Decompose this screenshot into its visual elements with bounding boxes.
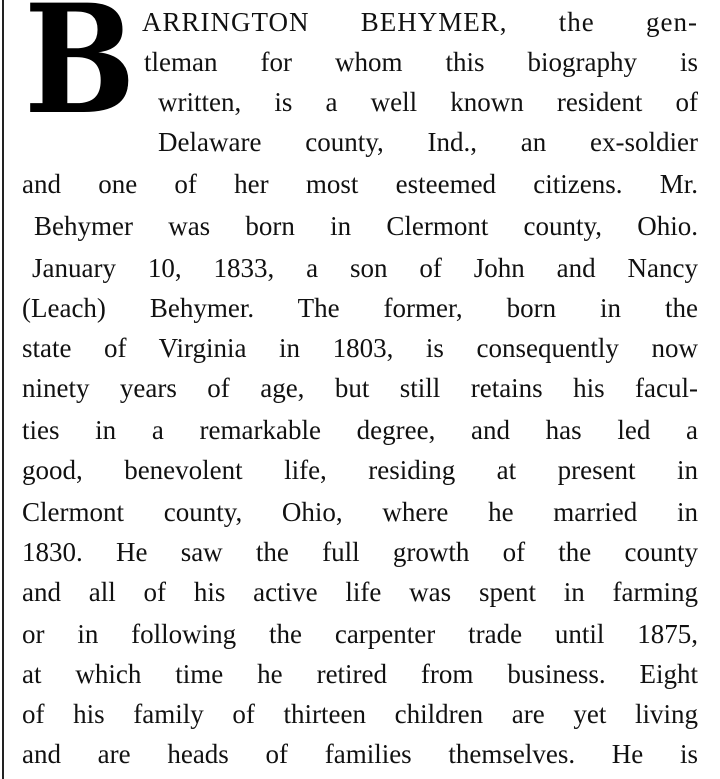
- text-line-16: or in following the carpenter trade until 1875,: [22, 619, 698, 649]
- text-line-4: Delaware county, Ind., an ex-soldier: [158, 127, 698, 157]
- article-column: [22, 0, 698, 779]
- text-line-11: ties in a remarkable degree, and has led a: [22, 415, 698, 445]
- text-line-8: (Leach) Behymer. The former, born in the: [22, 293, 698, 323]
- text-line-19: and are heads of families themselves. He is: [22, 739, 698, 769]
- drop-cap-initial: B: [24, 0, 133, 148]
- text-line-6: Behymer was born in Clermont county, Ohio.: [34, 211, 698, 241]
- text-line-9: state of Virginia in 1803, is consequently now: [22, 333, 698, 363]
- text-line-18: of his family of thirteen children are yet living: [22, 699, 698, 729]
- text-line-13: Clermont county, Ohio, where he married in: [22, 497, 698, 527]
- text-line-5: and one of her most esteemed citizens. Mr.: [22, 169, 698, 199]
- text-line-12: good, benevolent life, residing at present in: [22, 455, 698, 485]
- text-line-3: written, is a well known resident of: [158, 87, 698, 117]
- text-line-10: ninety years of age, but still retains his facul-: [22, 373, 698, 403]
- text-line-15: and all of his active life was spent in farming: [22, 577, 698, 607]
- text-line-14: 1830. He saw the full growth of the county: [22, 537, 698, 567]
- text-line-7: January 10, 1833, a son of John and Nancy: [32, 253, 698, 283]
- column-rule: [2, 0, 4, 779]
- text-line-2: tleman for whom this biography is: [144, 47, 698, 77]
- text-line-17: at which time he retired from business. Eight: [22, 659, 698, 689]
- text-line-1: ARRINGTON BEHYMER, the gen-: [142, 7, 698, 37]
